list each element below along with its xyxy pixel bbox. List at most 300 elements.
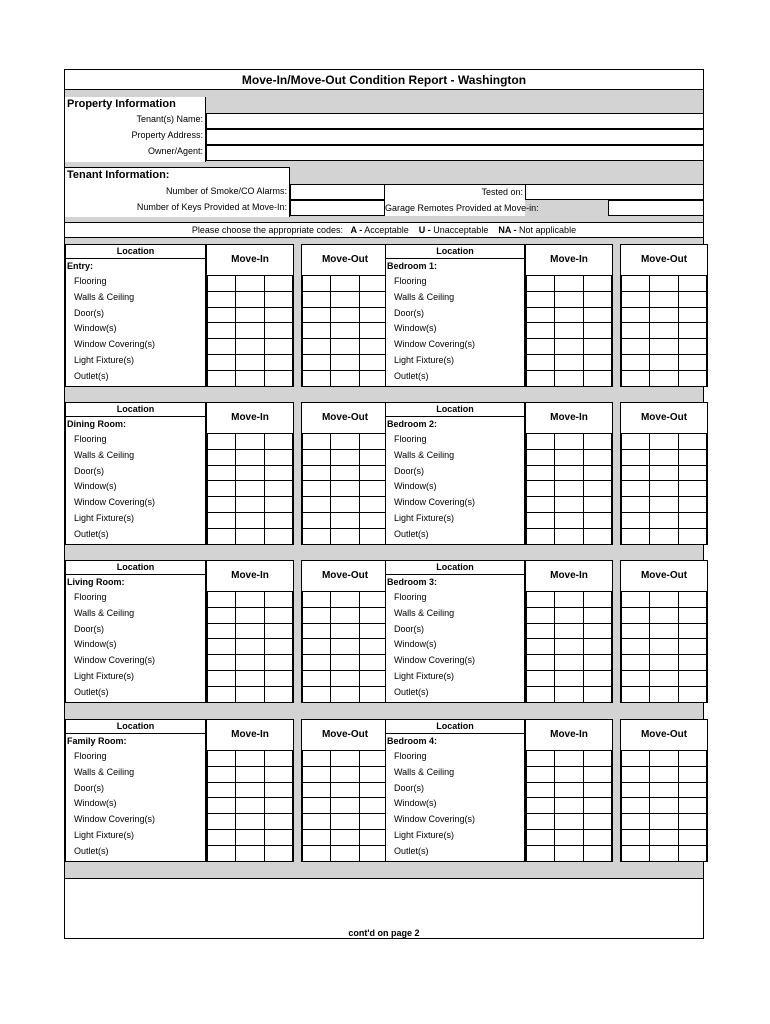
condition-cell[interactable] (555, 449, 583, 465)
condition-cell[interactable] (555, 465, 583, 481)
condition-cell[interactable] (208, 291, 236, 307)
condition-cell[interactable] (264, 354, 292, 370)
condition-cell[interactable] (650, 814, 678, 830)
condition-cell[interactable] (622, 623, 650, 639)
condition-cell[interactable] (236, 814, 264, 830)
condition-cell[interactable] (555, 291, 583, 307)
condition-cell[interactable] (303, 639, 331, 655)
condition-cell[interactable] (555, 829, 583, 845)
condition-cell[interactable] (650, 307, 678, 323)
condition-cell[interactable] (527, 370, 555, 386)
condition-cell[interactable] (236, 291, 264, 307)
condition-cell[interactable] (622, 370, 650, 386)
condition-cell[interactable] (264, 655, 292, 671)
condition-cell[interactable] (236, 782, 264, 798)
condition-cell[interactable] (264, 607, 292, 623)
condition-cell[interactable] (555, 655, 583, 671)
condition-cell[interactable] (303, 354, 331, 370)
condition-cell[interactable] (527, 814, 555, 830)
condition-cell[interactable] (583, 497, 611, 513)
condition-cell[interactable] (264, 623, 292, 639)
condition-cell[interactable] (583, 686, 611, 702)
condition-cell[interactable] (583, 465, 611, 481)
condition-cell[interactable] (678, 686, 706, 702)
condition-cell[interactable] (650, 655, 678, 671)
condition-cell[interactable] (583, 845, 611, 861)
condition-cell[interactable] (264, 782, 292, 798)
condition-cell[interactable] (208, 655, 236, 671)
condition-cell[interactable] (236, 751, 264, 767)
condition-cell[interactable] (583, 766, 611, 782)
condition-cell[interactable] (622, 814, 650, 830)
condition-cell[interactable] (583, 655, 611, 671)
condition-cell[interactable] (208, 639, 236, 655)
condition-cell[interactable] (678, 766, 706, 782)
condition-cell[interactable] (527, 276, 555, 292)
condition-cell[interactable] (208, 354, 236, 370)
condition-cell[interactable] (555, 670, 583, 686)
condition-cell[interactable] (208, 782, 236, 798)
condition-cell[interactable] (208, 751, 236, 767)
condition-cell[interactable] (331, 512, 359, 528)
condition-cell[interactable] (236, 829, 264, 845)
condition-cell[interactable] (650, 434, 678, 450)
condition-cell[interactable] (303, 829, 331, 845)
condition-cell[interactable] (331, 354, 359, 370)
condition-cell[interactable] (359, 639, 387, 655)
condition-cell[interactable] (236, 512, 264, 528)
condition-cell[interactable] (236, 528, 264, 544)
condition-cell[interactable] (527, 354, 555, 370)
condition-cell[interactable] (264, 512, 292, 528)
condition-cell[interactable] (583, 512, 611, 528)
condition-cell[interactable] (359, 655, 387, 671)
condition-cell[interactable] (622, 639, 650, 655)
condition-cell[interactable] (331, 276, 359, 292)
condition-cell[interactable] (359, 814, 387, 830)
condition-cell[interactable] (331, 814, 359, 830)
condition-cell[interactable] (208, 512, 236, 528)
condition-cell[interactable] (359, 323, 387, 339)
condition-cell[interactable] (208, 370, 236, 386)
condition-cell[interactable] (359, 465, 387, 481)
condition-cell[interactable] (622, 449, 650, 465)
condition-cell[interactable] (583, 323, 611, 339)
owner-agent-field[interactable] (206, 145, 704, 161)
condition-cell[interactable] (331, 592, 359, 608)
condition-cell[interactable] (331, 686, 359, 702)
condition-cell[interactable] (527, 670, 555, 686)
condition-cell[interactable] (208, 845, 236, 861)
condition-cell[interactable] (264, 528, 292, 544)
condition-cell[interactable] (555, 307, 583, 323)
condition-cell[interactable] (359, 798, 387, 814)
condition-cell[interactable] (650, 686, 678, 702)
condition-cell[interactable] (583, 276, 611, 292)
condition-cell[interactable] (527, 845, 555, 861)
condition-cell[interactable] (622, 465, 650, 481)
condition-cell[interactable] (208, 607, 236, 623)
condition-cell[interactable] (264, 370, 292, 386)
condition-cell[interactable] (678, 370, 706, 386)
condition-cell[interactable] (678, 497, 706, 513)
condition-cell[interactable] (527, 623, 555, 639)
condition-cell[interactable] (678, 434, 706, 450)
condition-cell[interactable] (622, 497, 650, 513)
condition-cell[interactable] (650, 829, 678, 845)
condition-cell[interactable] (622, 434, 650, 450)
condition-cell[interactable] (583, 623, 611, 639)
condition-cell[interactable] (527, 766, 555, 782)
condition-cell[interactable] (303, 528, 331, 544)
condition-cell[interactable] (331, 639, 359, 655)
condition-cell[interactable] (208, 592, 236, 608)
condition-cell[interactable] (555, 607, 583, 623)
condition-cell[interactable] (650, 623, 678, 639)
condition-cell[interactable] (264, 434, 292, 450)
condition-cell[interactable] (264, 829, 292, 845)
condition-cell[interactable] (236, 465, 264, 481)
condition-cell[interactable] (650, 639, 678, 655)
condition-cell[interactable] (527, 655, 555, 671)
condition-cell[interactable] (331, 307, 359, 323)
condition-cell[interactable] (622, 751, 650, 767)
condition-cell[interactable] (359, 592, 387, 608)
condition-cell[interactable] (650, 370, 678, 386)
condition-cell[interactable] (331, 497, 359, 513)
condition-cell[interactable] (678, 592, 706, 608)
condition-cell[interactable] (236, 449, 264, 465)
condition-cell[interactable] (359, 829, 387, 845)
condition-cell[interactable] (622, 829, 650, 845)
condition-cell[interactable] (264, 845, 292, 861)
condition-cell[interactable] (650, 845, 678, 861)
condition-cell[interactable] (264, 307, 292, 323)
condition-cell[interactable] (678, 814, 706, 830)
condition-cell[interactable] (331, 481, 359, 497)
condition-cell[interactable] (650, 497, 678, 513)
condition-cell[interactable] (650, 276, 678, 292)
condition-cell[interactable] (264, 639, 292, 655)
condition-cell[interactable] (583, 829, 611, 845)
condition-cell[interactable] (236, 323, 264, 339)
condition-cell[interactable] (678, 623, 706, 639)
condition-cell[interactable] (359, 481, 387, 497)
condition-cell[interactable] (208, 449, 236, 465)
condition-cell[interactable] (236, 607, 264, 623)
condition-cell[interactable] (583, 751, 611, 767)
condition-cell[interactable] (359, 670, 387, 686)
condition-cell[interactable] (555, 845, 583, 861)
condition-cell[interactable] (678, 528, 706, 544)
condition-cell[interactable] (678, 512, 706, 528)
condition-cell[interactable] (359, 291, 387, 307)
condition-cell[interactable] (583, 607, 611, 623)
condition-cell[interactable] (678, 339, 706, 355)
condition-cell[interactable] (678, 307, 706, 323)
condition-cell[interactable] (527, 307, 555, 323)
condition-cell[interactable] (359, 751, 387, 767)
condition-cell[interactable] (264, 497, 292, 513)
condition-cell[interactable] (303, 276, 331, 292)
condition-cell[interactable] (583, 528, 611, 544)
condition-cell[interactable] (527, 291, 555, 307)
condition-cell[interactable] (622, 339, 650, 355)
condition-cell[interactable] (331, 798, 359, 814)
condition-cell[interactable] (583, 291, 611, 307)
condition-cell[interactable] (236, 307, 264, 323)
condition-cell[interactable] (359, 354, 387, 370)
condition-cell[interactable] (583, 481, 611, 497)
condition-cell[interactable] (527, 798, 555, 814)
condition-cell[interactable] (208, 670, 236, 686)
condition-cell[interactable] (527, 339, 555, 355)
condition-cell[interactable] (650, 512, 678, 528)
garage-remotes-field[interactable] (608, 200, 704, 216)
condition-cell[interactable] (622, 291, 650, 307)
condition-cell[interactable] (622, 670, 650, 686)
condition-cell[interactable] (236, 845, 264, 861)
condition-cell[interactable] (303, 845, 331, 861)
condition-cell[interactable] (264, 814, 292, 830)
condition-cell[interactable] (303, 339, 331, 355)
condition-cell[interactable] (331, 465, 359, 481)
condition-cell[interactable] (583, 798, 611, 814)
condition-cell[interactable] (331, 370, 359, 386)
condition-cell[interactable] (650, 354, 678, 370)
condition-cell[interactable] (331, 655, 359, 671)
condition-cell[interactable] (583, 814, 611, 830)
condition-cell[interactable] (236, 798, 264, 814)
condition-cell[interactable] (208, 798, 236, 814)
condition-cell[interactable] (303, 592, 331, 608)
condition-cell[interactable] (527, 592, 555, 608)
condition-cell[interactable] (303, 497, 331, 513)
condition-cell[interactable] (331, 623, 359, 639)
condition-cell[interactable] (650, 670, 678, 686)
condition-cell[interactable] (527, 449, 555, 465)
condition-cell[interactable] (622, 845, 650, 861)
condition-cell[interactable] (622, 307, 650, 323)
condition-cell[interactable] (236, 670, 264, 686)
condition-cell[interactable] (236, 497, 264, 513)
condition-cell[interactable] (236, 339, 264, 355)
condition-cell[interactable] (208, 497, 236, 513)
condition-cell[interactable] (622, 512, 650, 528)
condition-cell[interactable] (331, 782, 359, 798)
condition-cell[interactable] (208, 339, 236, 355)
condition-cell[interactable] (303, 655, 331, 671)
condition-cell[interactable] (331, 607, 359, 623)
condition-cell[interactable] (678, 639, 706, 655)
condition-cell[interactable] (264, 449, 292, 465)
condition-cell[interactable] (236, 592, 264, 608)
condition-cell[interactable] (555, 481, 583, 497)
tenant-name-field[interactable] (206, 113, 704, 129)
smoke-alarms-field[interactable] (290, 184, 385, 200)
condition-cell[interactable] (555, 339, 583, 355)
condition-cell[interactable] (264, 465, 292, 481)
condition-cell[interactable] (555, 592, 583, 608)
condition-cell[interactable] (583, 782, 611, 798)
condition-cell[interactable] (622, 782, 650, 798)
condition-cell[interactable] (208, 323, 236, 339)
condition-cell[interactable] (359, 449, 387, 465)
condition-cell[interactable] (359, 512, 387, 528)
condition-cell[interactable] (208, 481, 236, 497)
condition-cell[interactable] (359, 782, 387, 798)
condition-cell[interactable] (208, 307, 236, 323)
condition-cell[interactable] (678, 607, 706, 623)
condition-cell[interactable] (555, 798, 583, 814)
condition-cell[interactable] (678, 449, 706, 465)
condition-cell[interactable] (264, 751, 292, 767)
condition-cell[interactable] (264, 592, 292, 608)
condition-cell[interactable] (303, 370, 331, 386)
condition-cell[interactable] (331, 323, 359, 339)
condition-cell[interactable] (583, 339, 611, 355)
condition-cell[interactable] (678, 751, 706, 767)
condition-cell[interactable] (622, 607, 650, 623)
condition-cell[interactable] (303, 449, 331, 465)
condition-cell[interactable] (359, 528, 387, 544)
condition-cell[interactable] (555, 782, 583, 798)
condition-cell[interactable] (331, 829, 359, 845)
condition-cell[interactable] (303, 670, 331, 686)
condition-cell[interactable] (527, 829, 555, 845)
condition-cell[interactable] (303, 307, 331, 323)
condition-cell[interactable] (208, 686, 236, 702)
condition-cell[interactable] (650, 607, 678, 623)
condition-cell[interactable] (622, 655, 650, 671)
condition-cell[interactable] (650, 751, 678, 767)
condition-cell[interactable] (650, 766, 678, 782)
condition-cell[interactable] (555, 814, 583, 830)
condition-cell[interactable] (583, 307, 611, 323)
condition-cell[interactable] (678, 798, 706, 814)
condition-cell[interactable] (678, 670, 706, 686)
condition-cell[interactable] (555, 323, 583, 339)
condition-cell[interactable] (527, 686, 555, 702)
condition-cell[interactable] (622, 323, 650, 339)
condition-cell[interactable] (303, 798, 331, 814)
condition-cell[interactable] (331, 449, 359, 465)
condition-cell[interactable] (236, 639, 264, 655)
condition-cell[interactable] (208, 434, 236, 450)
condition-cell[interactable] (583, 370, 611, 386)
condition-cell[interactable] (208, 465, 236, 481)
condition-cell[interactable] (303, 686, 331, 702)
condition-cell[interactable] (650, 782, 678, 798)
condition-cell[interactable] (303, 481, 331, 497)
condition-cell[interactable] (208, 766, 236, 782)
condition-cell[interactable] (264, 276, 292, 292)
condition-cell[interactable] (555, 751, 583, 767)
condition-cell[interactable] (678, 291, 706, 307)
condition-cell[interactable] (678, 323, 706, 339)
condition-cell[interactable] (303, 465, 331, 481)
condition-cell[interactable] (527, 465, 555, 481)
condition-cell[interactable] (650, 291, 678, 307)
condition-cell[interactable] (583, 592, 611, 608)
condition-cell[interactable] (208, 829, 236, 845)
condition-cell[interactable] (359, 434, 387, 450)
condition-cell[interactable] (678, 655, 706, 671)
condition-cell[interactable] (236, 276, 264, 292)
condition-cell[interactable] (527, 639, 555, 655)
condition-cell[interactable] (359, 607, 387, 623)
condition-cell[interactable] (303, 291, 331, 307)
condition-cell[interactable] (555, 766, 583, 782)
condition-cell[interactable] (555, 686, 583, 702)
condition-cell[interactable] (527, 782, 555, 798)
condition-cell[interactable] (527, 607, 555, 623)
condition-cell[interactable] (527, 323, 555, 339)
condition-cell[interactable] (236, 766, 264, 782)
condition-cell[interactable] (359, 307, 387, 323)
condition-cell[interactable] (303, 607, 331, 623)
condition-cell[interactable] (527, 528, 555, 544)
condition-cell[interactable] (555, 623, 583, 639)
condition-cell[interactable] (527, 481, 555, 497)
condition-cell[interactable] (264, 686, 292, 702)
condition-cell[interactable] (622, 354, 650, 370)
condition-cell[interactable] (264, 323, 292, 339)
condition-cell[interactable] (331, 339, 359, 355)
condition-cell[interactable] (555, 497, 583, 513)
condition-cell[interactable] (331, 670, 359, 686)
condition-cell[interactable] (331, 751, 359, 767)
condition-cell[interactable] (236, 354, 264, 370)
condition-cell[interactable] (331, 845, 359, 861)
condition-cell[interactable] (359, 623, 387, 639)
condition-cell[interactable] (555, 370, 583, 386)
condition-cell[interactable] (678, 845, 706, 861)
condition-cell[interactable] (359, 370, 387, 386)
condition-cell[interactable] (303, 766, 331, 782)
condition-cell[interactable] (555, 434, 583, 450)
condition-cell[interactable] (650, 323, 678, 339)
condition-cell[interactable] (527, 512, 555, 528)
condition-cell[interactable] (236, 481, 264, 497)
condition-cell[interactable] (555, 512, 583, 528)
condition-cell[interactable] (583, 670, 611, 686)
condition-cell[interactable] (650, 465, 678, 481)
condition-cell[interactable] (583, 449, 611, 465)
condition-cell[interactable] (331, 291, 359, 307)
condition-cell[interactable] (264, 339, 292, 355)
condition-cell[interactable] (359, 276, 387, 292)
condition-cell[interactable] (236, 655, 264, 671)
condition-cell[interactable] (359, 766, 387, 782)
condition-cell[interactable] (303, 623, 331, 639)
condition-cell[interactable] (527, 497, 555, 513)
condition-cell[interactable] (264, 481, 292, 497)
condition-cell[interactable] (236, 623, 264, 639)
condition-cell[interactable] (650, 798, 678, 814)
condition-cell[interactable] (303, 434, 331, 450)
condition-cell[interactable] (622, 798, 650, 814)
condition-cell[interactable] (678, 481, 706, 497)
keys-field[interactable] (290, 200, 385, 216)
condition-cell[interactable] (303, 814, 331, 830)
condition-cell[interactable] (555, 528, 583, 544)
condition-cell[interactable] (303, 751, 331, 767)
condition-cell[interactable] (208, 276, 236, 292)
condition-cell[interactable] (650, 449, 678, 465)
condition-cell[interactable] (622, 276, 650, 292)
condition-cell[interactable] (650, 481, 678, 497)
